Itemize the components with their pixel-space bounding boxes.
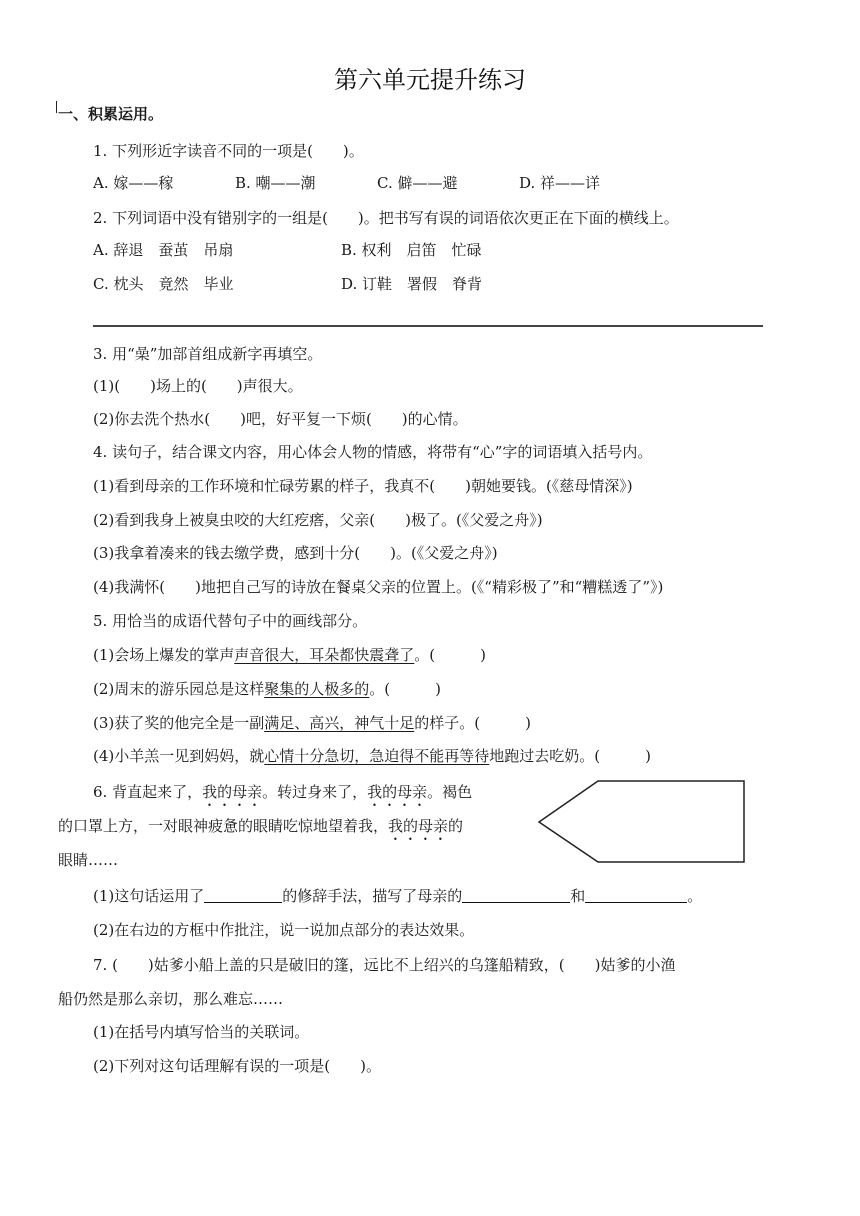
q6-l1-c: 。转过身来了，	[262, 783, 368, 801]
q1-option-b: B. 嘲——潮	[235, 174, 316, 192]
q4-item-2: (2)看到我身上被臭虫咬的大红疙瘩，父亲( )极了。(《父爱之舟》)	[93, 511, 543, 529]
q3-stem: 3. 用“喿”加部首组成新字再填空。	[93, 345, 323, 363]
q5-item-2-underlined: 聚集的人极多的	[264, 680, 370, 698]
q6-blank-2[interactable]	[462, 886, 570, 903]
q1-option-d: D. 祥——详	[519, 174, 601, 192]
q5-item-2-pre: (2)周末的游乐园总是这样	[93, 680, 265, 698]
q5-item-4	[93, 746, 651, 766]
q6-sub1-b: 的修辞手法，描写了母亲的	[282, 887, 463, 905]
q5-item-3-underlined: 满足、高兴，神气十足	[264, 714, 415, 732]
q4-item-1: (1)看到母亲的工作环境和忙碌劳累的样子，我真不( )朝她要钱。(《慈母情深》)	[93, 477, 633, 495]
q5-item-3	[93, 713, 531, 733]
q5-item-2	[93, 679, 441, 699]
q5-stem: 5. 用恰当的成语代替句子中的画线部分。	[93, 612, 368, 630]
q7-line-1: 7. ( )姑爹小船上盖的只是破旧的篷，远比不上绍兴的乌篷船精致，( )姑爹的小渔	[93, 956, 676, 974]
section-heading: 一、积累运用。	[58, 105, 164, 123]
q5-item-2-post: 。( )	[369, 680, 441, 698]
q2-answer-line[interactable]	[93, 325, 763, 327]
q6-sub-2: (2)在右边的方框中作批注，说一说加点部分的表达效果。	[93, 921, 475, 939]
q6-emphasis-2: 我的母亲	[367, 783, 428, 801]
annotation-box[interactable]	[538, 779, 748, 865]
q6-blank-1[interactable]	[204, 886, 282, 903]
q5-item-1	[93, 645, 486, 665]
q1-option-c: C. 僻——避	[377, 174, 458, 192]
q6-line-2	[58, 816, 463, 844]
q6-line-3: 眼睛……	[58, 851, 119, 869]
q5-item-4-underlined: 心情十分急切，急迫得不能再等待	[264, 747, 490, 765]
q6-l2-c: 的	[448, 817, 464, 835]
q3-item-2: (2)你去洗个热水( )吧，好平复一下烦( )的心情。	[93, 410, 468, 428]
q7-sub-2: (2)下列对这句话理解有误的一项是( )。	[93, 1057, 381, 1075]
q6-l2-a: 的口罩上方，一对眼神疲惫的眼睛吃惊地望着我，	[58, 817, 389, 835]
q1-option-a: A. 嫁——稼	[93, 174, 174, 192]
q5-item-3-pre: (3)获了奖的他完全是一副	[93, 714, 265, 732]
q2-option-b: B. 权利 启笛 忙碌	[341, 241, 482, 259]
q1-stem: 1. 下列形近字读音不同的一项是( )。	[93, 142, 364, 160]
q5-item-4-post: 地跑过去吃奶。( )	[489, 747, 651, 765]
q5-item-1-pre: (1)会场上爆发的掌声	[93, 646, 235, 664]
q6-emphasis-1: 我的母亲	[202, 783, 263, 801]
q4-item-3: (3)我拿着凑来的钱去缴学费，感到十分( )。(《父爱之舟》)	[93, 544, 498, 562]
page-title: 第六单元提升练习	[334, 66, 526, 94]
corner-mark	[56, 101, 57, 113]
q6-sub1-c: 和	[570, 887, 586, 905]
q4-stem: 4. 读句子，结合课文内容，用心体会人物的情感，将带有“心”字的词语填入括号内。	[93, 443, 653, 461]
q2-option-c: C. 枕头 竟然 毕业	[93, 275, 234, 293]
q5-item-4-pre: (4)小羊羔一见到妈妈，就	[93, 747, 265, 765]
q6-emphasis-3: 我的母亲	[388, 817, 449, 835]
q5-item-1-post: 。( )	[414, 646, 486, 664]
q6-line-1	[93, 782, 472, 810]
q2-stem: 2. 下列词语中没有错别字的一组是( )。把书写有误的词语依次更正在下面的横线上。	[93, 209, 679, 227]
q6-sub1-d: 。	[687, 887, 703, 905]
q6-l1-e: 。褐色	[427, 783, 473, 801]
q7-sub-1: (1)在括号内填写恰当的关联词。	[93, 1023, 310, 1041]
q2-option-d: D. 订鞋 署假 脊背	[341, 275, 483, 293]
q4-item-4: (4)我满怀( )地把自己写的诗放在餐桌父亲的位置上。(《“精彩极了”和“糟糕透了”》)	[93, 578, 664, 596]
q6-blank-3[interactable]	[585, 886, 687, 903]
q5-item-1-underlined: 声音很大，耳朵都快震聋了	[234, 646, 415, 664]
q3-item-1: (1)( )场上的( )声很大。	[93, 377, 303, 395]
q6-sub1-a: (1)这句话运用了	[93, 887, 205, 905]
q7-line-2: 船仍然是那么亲切，那么难忘……	[58, 990, 284, 1008]
q2-option-a: A. 辞退 蚕茧 吊扇	[93, 241, 234, 259]
q6-l1-a: 6. 背直起来了，	[93, 783, 203, 801]
q5-item-3-post: 的样子。( )	[414, 714, 531, 732]
q6-sub-1	[93, 886, 702, 906]
